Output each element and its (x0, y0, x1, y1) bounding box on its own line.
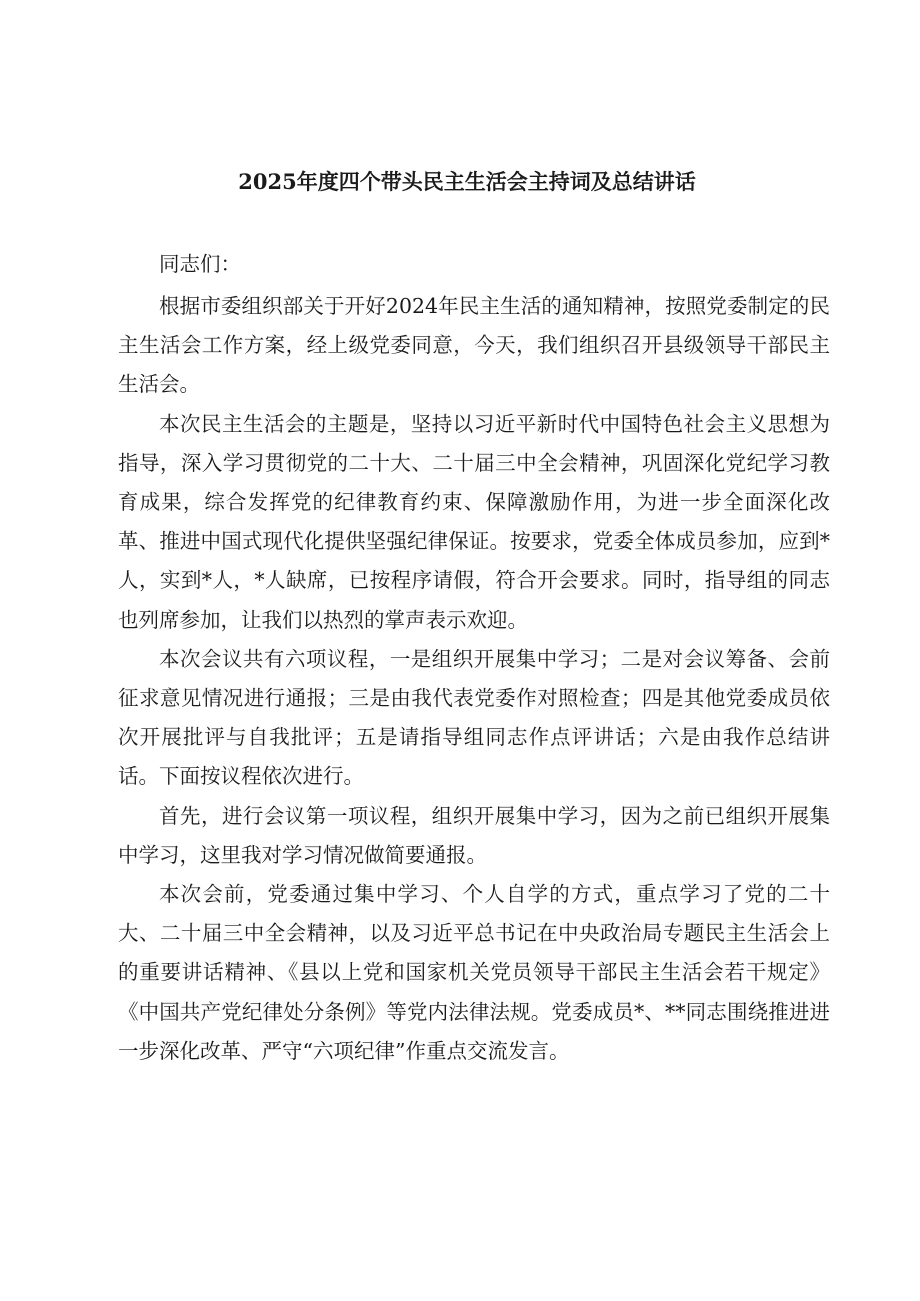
paragraph-2: 本次民主生活会的主题是，坚持以习近平新时代中国特色社会主义思想为指导，深入学习贯彻党的二十大、二十届三中全会精神，巩固深化党纪学习教育成果，综合发挥党的纪律教育约束、保障激励作用，为进一步全面深化改革、推进中国式现代化提供坚强纪律保证。按要求，党委全体成员参加，应到*人，实到*人，*人缺席，已按程序请假，符合开会要求。同时，指导组的同志也列席参加，让我们以热烈的掌声表示欢迎。 (118, 411, 830, 632)
salutation: 同志们： (159, 252, 241, 276)
document-body (118, 248, 830, 1071)
paragraph-3: 本次会议共有六项议程，一是组织开展集中学习；二是对会议筹备、会前征求意见情况进行通报；三是由我代表党委作对照检查；四是其他党委成员依次开展批评与自我批评；五是请指导组同志作点评讲话；六是由我作总结讲话。下面按议程依次进行。 (118, 646, 830, 789)
paragraph-4: 首先，进行会议第一项议程，组织开展集中学习，因为之前已组织开展集中学习，这里我对学习情况做简要通报。 (118, 803, 830, 867)
paragraph-5: 本次会前，党委通过集中学习、个人自学的方式，重点学习了党的二十大、二十届三中全会精神，以及习近平总书记在中央政治局专题民主生活会上的重要讲话精神、《县以上党和国家机关党员领导干部民主生活会若干规定》《中国共产党纪律处分条例》等党内法律法规。党委成员*、**同志围绕推进进一步深化改革、严守“六项纪律”作重点交流发言。 (118, 882, 830, 1063)
paragraph-1: 根据市委组织部关于开好2024年民主生活的通知精神，按照党委制定的民主生活会工作方案，经上级党委同意，今天，我们组织召开县级领导干部民主生活会。 (118, 294, 830, 397)
document-title: 2025年度四个带头民主生活会主持词及总结讲话 (238, 169, 696, 194)
